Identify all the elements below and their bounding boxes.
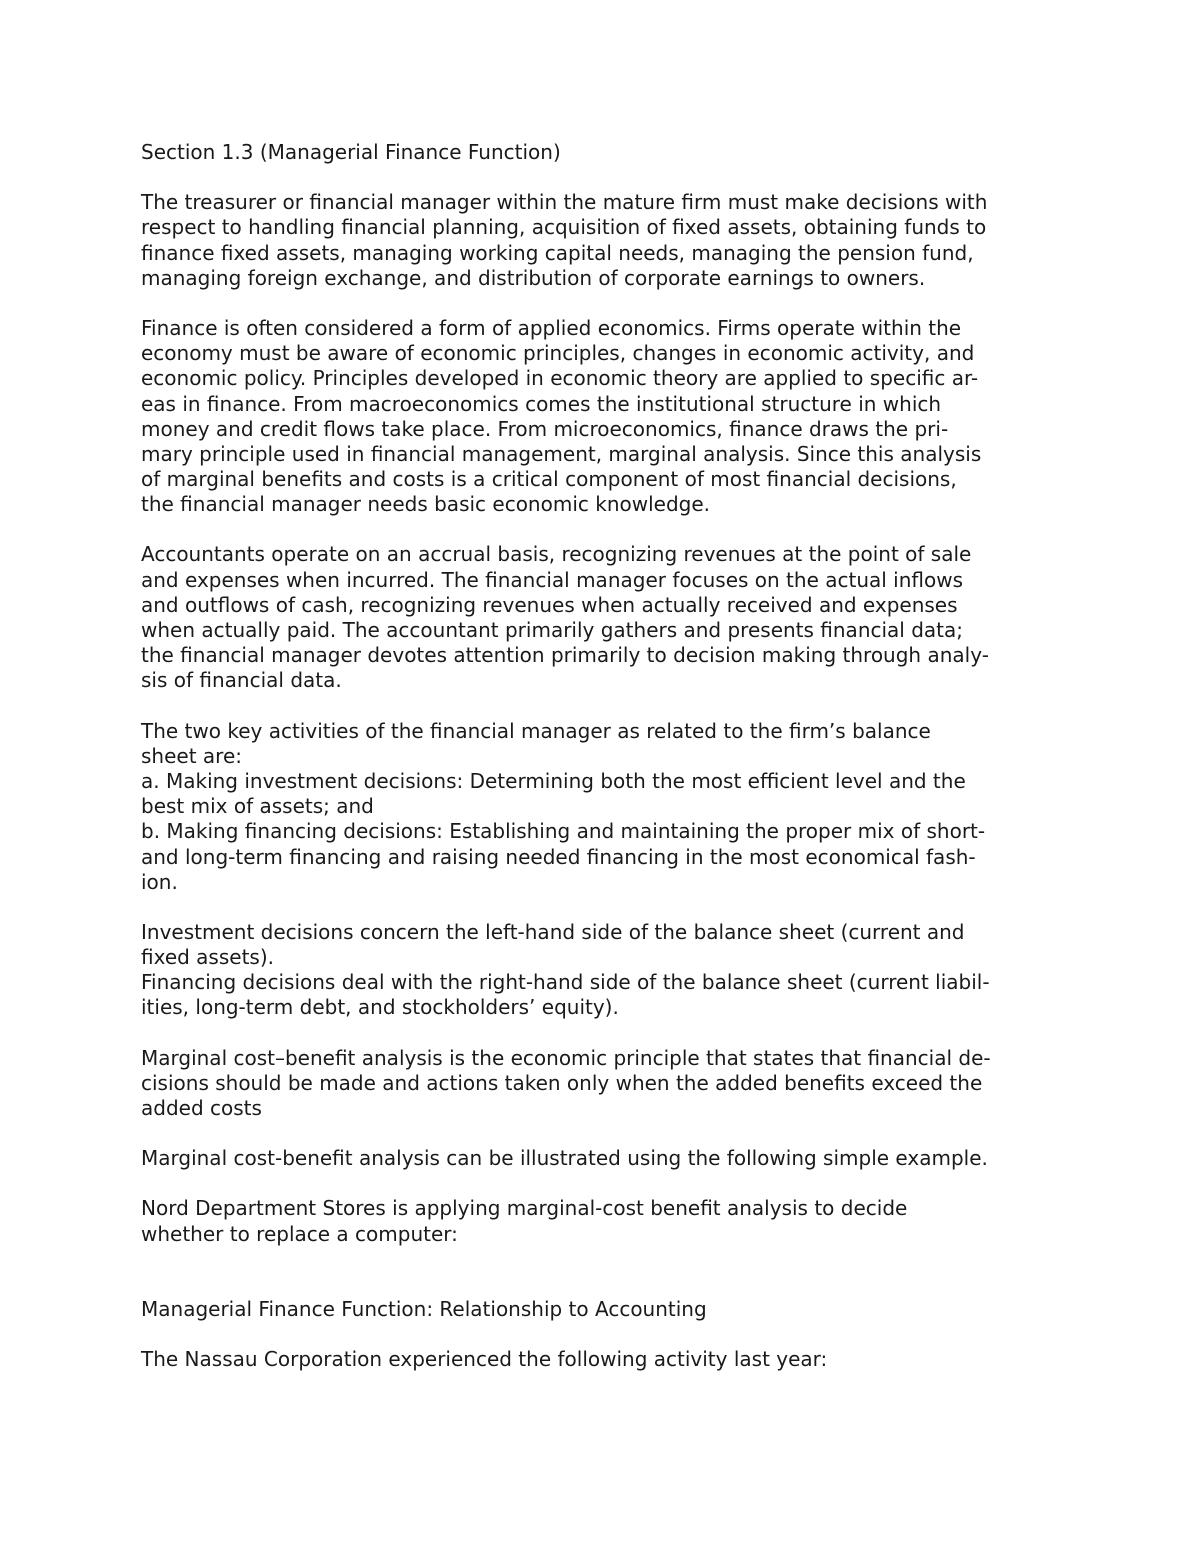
paragraph-line: sheet are: <box>141 743 242 768</box>
paragraph-line: respect to handling financial planning, acquisition of fixed assets, obtaining funds to <box>141 215 987 240</box>
paragraph-line: when actually paid. The accountant primarily gathers and presents financial data; <box>141 618 964 642</box>
paragraph-line: mary principle used in financial management, marginal analysis. Since this analysis <box>141 441 982 466</box>
paragraph-line: and long-term financing and raising needed financing in the most economical fash- <box>141 844 976 869</box>
paragraph-line: The treasurer or financial manager within the mature firm must make decisions with <box>141 190 988 215</box>
paragraph-line: The Nassau Corporation experienced the following activity last year: <box>141 1346 828 1371</box>
paragraph-example-intro <box>141 1146 1071 1171</box>
section-heading: Section 1.3 (Managerial Finance Function) <box>141 140 561 164</box>
paragraph-line: sis of financial data. <box>141 668 342 693</box>
paragraph-nassau-example <box>141 1347 1071 1372</box>
document-page <box>141 140 1071 1397</box>
paragraph-line: Accountants operate on an accrual basis, recognizing revenues at the point of sale <box>141 542 972 567</box>
paragraph-line: whether to replace a computer: <box>141 1221 458 1246</box>
paragraph-line: money and credit flows take place. From microeconomics, finance draws the pri- <box>141 416 949 441</box>
list-item-investment-decisions: a. Making investment decisions: Determining both the most efficient level and the <box>141 768 966 793</box>
paragraph-line: and expenses when incurred. The financial manager focuses on the actual inflows <box>141 567 964 592</box>
paragraph-line: Nord Department Stores is applying marginal-cost benefit analysis to decide <box>141 1196 908 1221</box>
subsection-heading <box>141 1297 1071 1322</box>
paragraph-line: ion. <box>141 869 178 894</box>
paragraph-treasurer-role <box>141 190 1071 291</box>
paragraph-balance-sheet-sides <box>141 920 1071 1021</box>
paragraph-line: Marginal cost-benefit analysis can be illustrated using the following simple example. <box>141 1146 988 1171</box>
paragraph-line: added costs <box>141 1096 262 1120</box>
paragraph-line: ities, long-term debt, and stockholders’ equity). <box>141 995 619 1020</box>
paragraph-line: economy must be aware of economic principles, changes in economic activity, and <box>141 341 975 366</box>
paragraph-line: best mix of assets; and <box>141 794 374 819</box>
paragraph-line: eas in finance. From macroeconomics comes the institutional structure in which <box>141 391 942 416</box>
paragraph-line: Marginal cost–benefit analysis is the economic principle that states that financial de- <box>141 1045 991 1070</box>
paragraph-nord-example <box>141 1196 1071 1246</box>
paragraph-marginal-cost-benefit <box>141 1046 1071 1122</box>
paragraph-line: fixed assets). <box>141 945 274 970</box>
paragraph-line: Investment decisions concern the left-hand side of the balance sheet (current and <box>141 919 965 944</box>
paragraph-line: the financial manager devotes attention primarily to decision making through analy- <box>141 643 989 668</box>
paragraph-line: Finance is often considered a form of applied economics. Firms operate within the <box>141 315 962 340</box>
paragraph-line: finance fixed assets, managing working capital needs, managing the pension fund, <box>141 240 974 265</box>
paragraph-accrual-vs-cash <box>141 542 1071 693</box>
paragraph-line: managing foreign exchange, and distribution of corporate earnings to owners. <box>141 265 926 290</box>
paragraph-line: The two key activities of the financial manager as related to the firm’s balance <box>141 718 931 743</box>
paragraph-key-activities <box>141 719 1071 895</box>
paragraph-line: Managerial Finance Function: Relationship to Accounting <box>141 1296 707 1321</box>
list-item-financing-decisions: b. Making financing decisions: Establishing and maintaining the proper mix of short- <box>141 819 986 844</box>
paragraph-applied-economics <box>141 316 1071 518</box>
paragraph-line: the financial manager needs basic economic knowledge. <box>141 492 711 517</box>
paragraph-line: Financing decisions deal with the right-hand side of the balance sheet (current liabil- <box>141 970 990 995</box>
paragraph-line: cisions should be made and actions taken only when the added benefits exceed the <box>141 1070 983 1095</box>
paragraph-line: economic policy. Principles developed in economic theory are applied to specific ar- <box>141 366 979 391</box>
paragraph-line: of marginal benefits and costs is a critical component of most financial decisions, <box>141 467 957 492</box>
paragraph-line: and outflows of cash, recognizing revenues when actually received and expenses <box>141 592 958 617</box>
